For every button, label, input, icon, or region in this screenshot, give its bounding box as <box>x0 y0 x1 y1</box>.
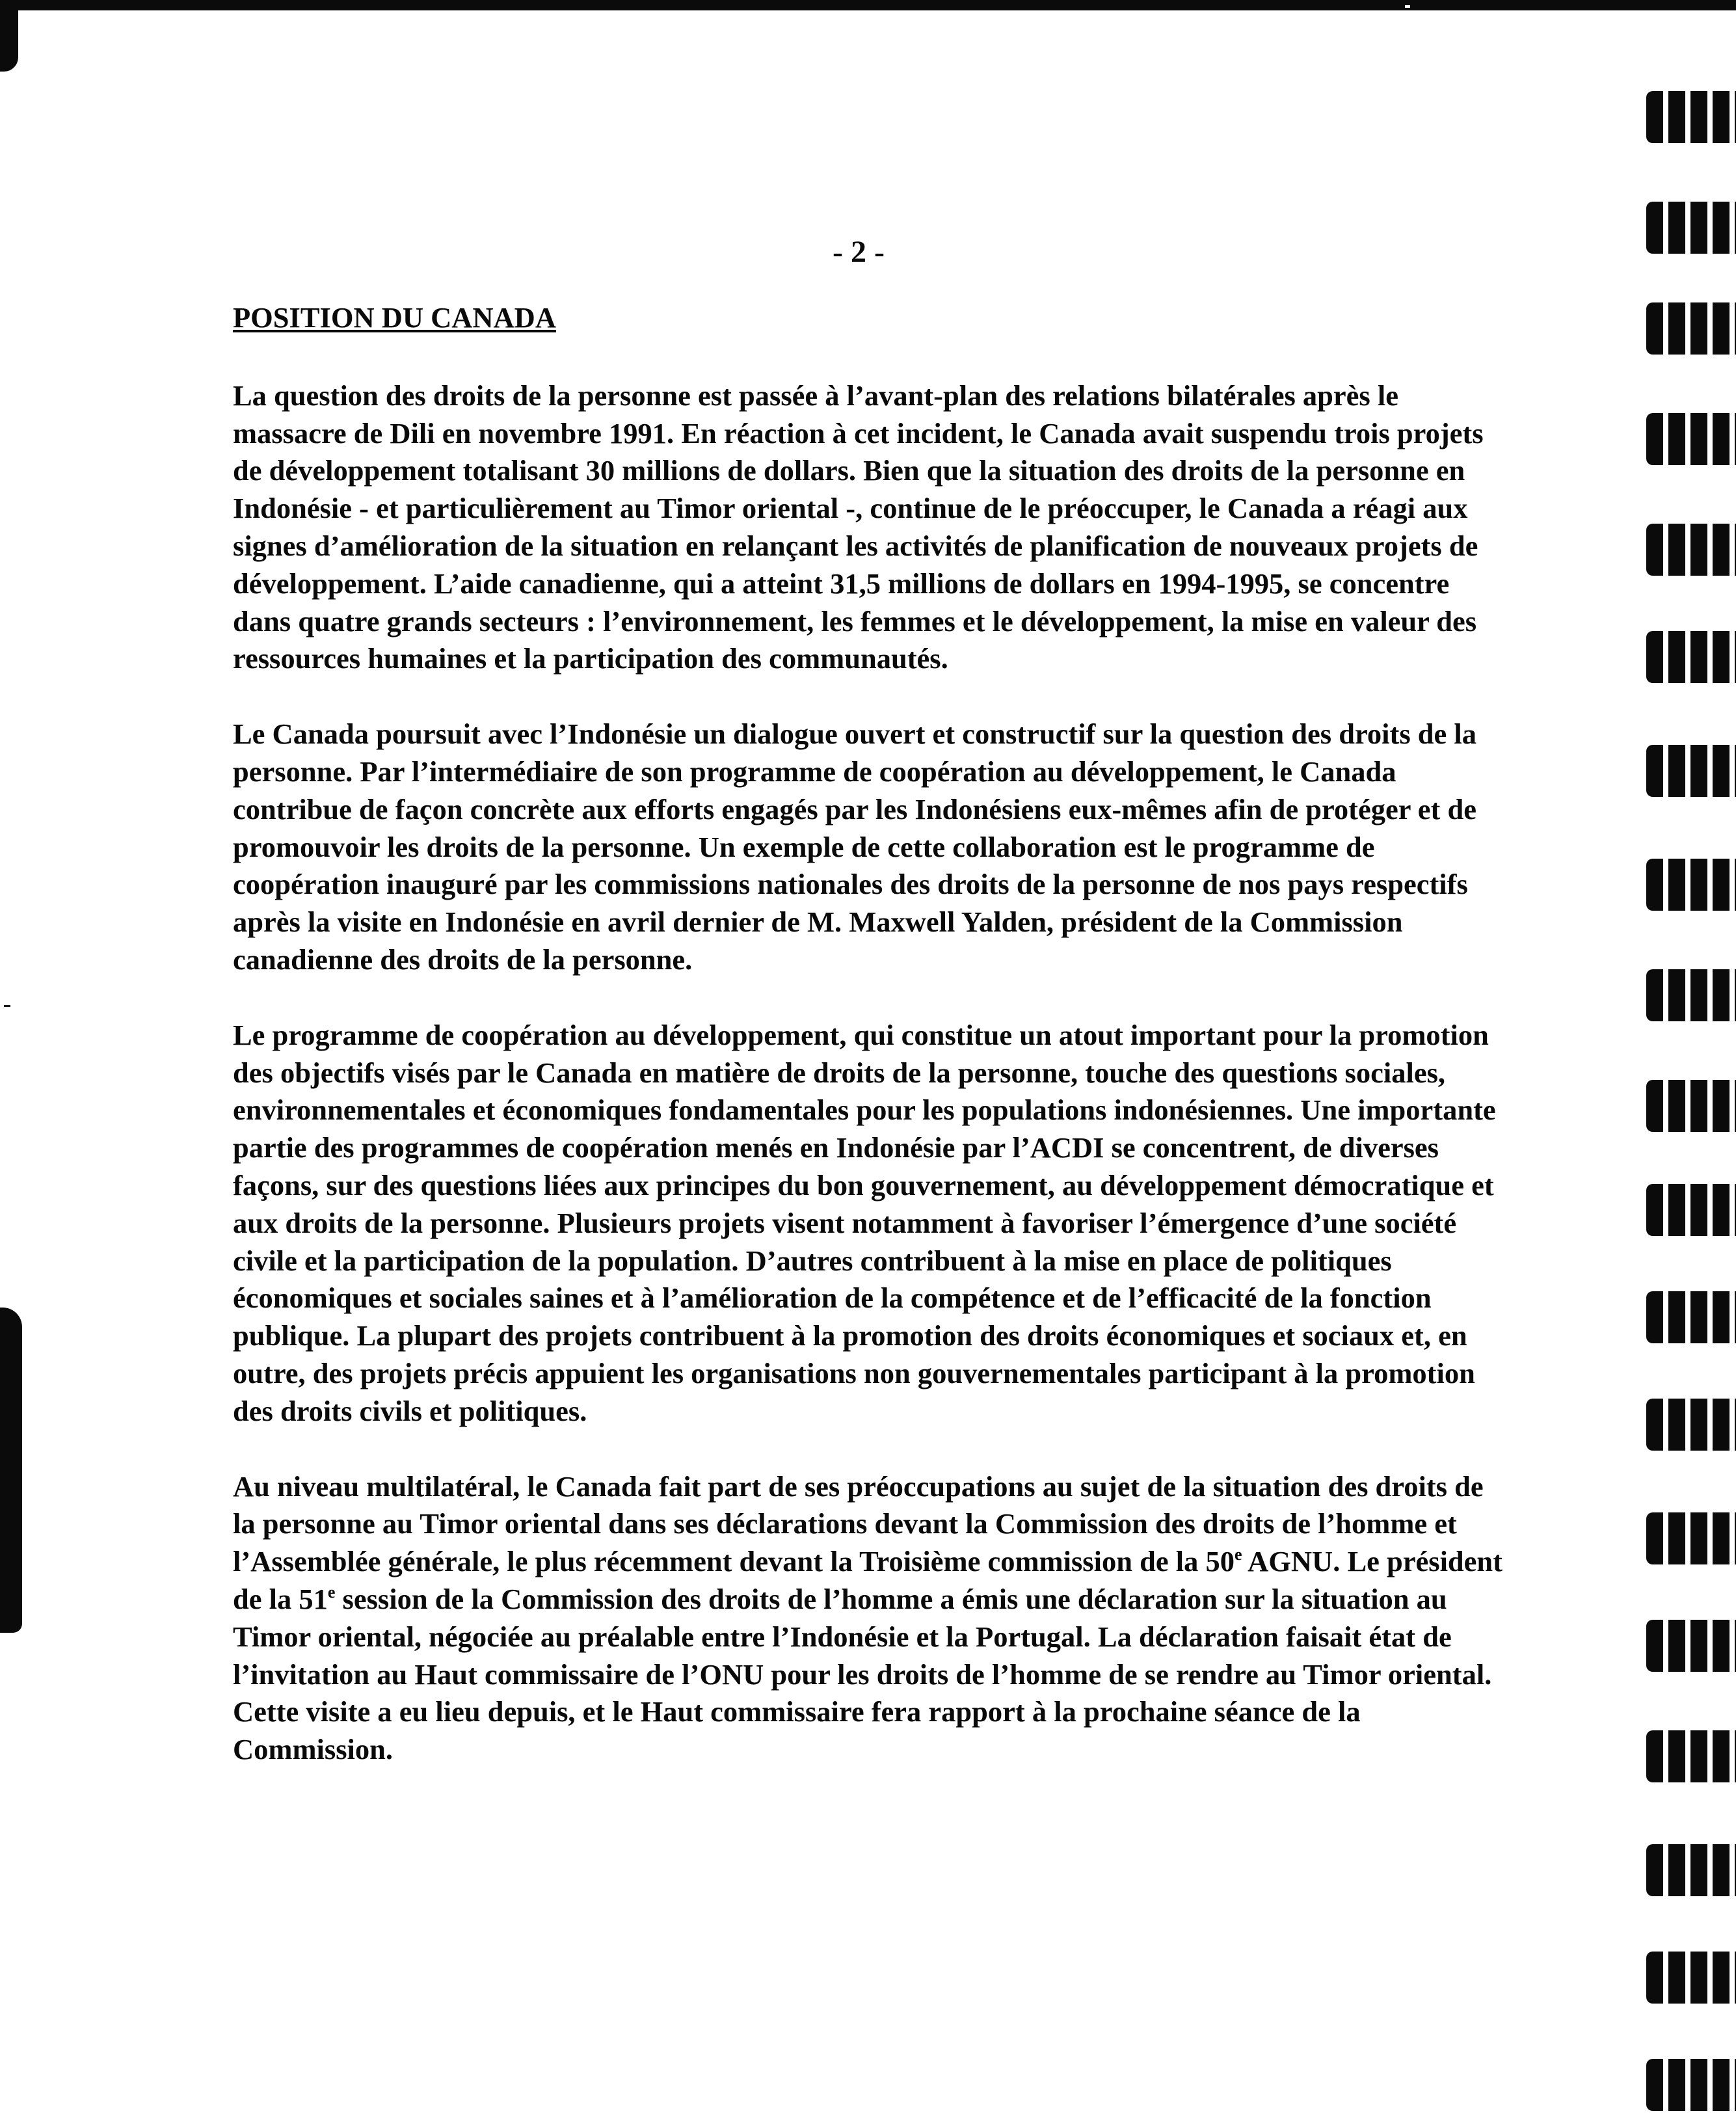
binding-ring <box>1646 745 1736 797</box>
paragraph-development-program: Le programme de coopération au développement, qui constitue un atout important pour la promotion des objectifs visés par le Canada en matière de droits de la personne, touche des questions sociales, environnementales et économiques fondamentales pour les populations indonésiennes. Une importante partie des programmes de coopération menés en Indonésie par l’ACDI se concentrent, de diverses façons, sur des questions liées aux principes du bon gouvernement, au développement démocratique et aux droits de la personne. Plusieurs projets visent notamment à favoriser l’émergence d’une société civile et la participation de la population. D’autres contribuent à la mise en place de politiques économiques et sociales saines et à l’amélioration de la compétence et de l’efficacité de la fonction publique. La plupart des projets contribuent à la promotion des droits économiques et sociaux et, en outre, des projets précis appuient les organisations non gouvernementales participant à la promotion des droits civils et politiques. <box>233 1018 1496 1427</box>
binding-ring <box>1646 631 1736 683</box>
binding-ring <box>1646 1844 1736 1896</box>
superscript-ordinal: e <box>1234 1545 1242 1564</box>
paragraph-multilateral-text-1: Au niveau multilatéral, le Canada fait part de ses préoccupations au sujet de la situation des droits de la personne au Timor oriental dans ses déclarations devant la Commission des droits de l’homme et l’Assemblée générale, le plus récemment devant la Troisième commission de la 50 <box>233 1469 1484 1578</box>
binding-ring <box>1646 1730 1736 1782</box>
binding-ring <box>1646 2059 1736 2111</box>
document-body <box>233 299 1508 1806</box>
scan-left-edge-mark <box>0 1308 22 1633</box>
binding-ring <box>1646 1620 1736 1672</box>
binding-ring <box>1646 1399 1736 1451</box>
scan-speck <box>4 1005 10 1007</box>
binding-ring <box>1646 1184 1736 1236</box>
paragraph-multilateral-text-2: AGNU. Le président de la 51 <box>233 1545 1502 1615</box>
binding-ring <box>1646 1952 1736 2004</box>
binding-ring <box>1646 1080 1736 1132</box>
paragraph-dialogue: Le Canada poursuit avec l’Indonésie un dialogue ouvert et constructif sur la question des droits de la personne. Par l’intermédiaire de son programme de coopération au développement, le Canada contribue de façon concrète aux efforts engagés par les Indonésiens eux-mêmes afin de protéger et de promouvoir les droits de la personne. Un exemple de cette collaboration est le programme de coopération inauguré par les commissions nationales des droits de la personne de nos pays respectifs après la visite en Indonésie en avril dernier de M. Maxwell Yalden, président de la Commission canadienne des droits de la personne. <box>233 718 1477 976</box>
section-heading: POSITION DU CANADA <box>233 301 556 334</box>
binding-ring <box>1646 302 1736 355</box>
binding-ring <box>1646 969 1736 1021</box>
spiral-binding <box>1638 0 1736 2120</box>
paragraph-multilateral-text-3: session de la Commission des droits de l’homme a émis une déclaration sur la situation au Timor oriental, négociée au préalable entre l’Indonésie et la Portugal. La déclaration faisait état de l’invitation au Haut commissaire de l’ONU pour les droits de l’homme de se rendre au Timor oriental. Cette visite a eu lieu depuis, et le Haut commissaire fera rapport à la prochaine séance de la Commission. <box>233 1582 1492 1766</box>
superscript-ordinal: e <box>327 1582 336 1602</box>
binding-ring <box>1646 524 1736 576</box>
scan-top-border <box>0 0 1736 10</box>
binding-ring <box>1646 413 1736 465</box>
paragraph-multilateral <box>233 1468 1508 1769</box>
paragraph-bilateral-relations: La question des droits de la personne est passée à l’avant-plan des relations bilatérales après le massacre de Dili en novembre 1991. En réaction à cet incident, le Canada avait suspendu trois projets de développement totalisant 30 millions de dollars. Bien que la situation des droits de la personne en Indonésie - et particulièrement au Timor oriental -, continue de le préoccuper, le Canada a réagi aux signes d’amélioration de la situation en relançant les activités de planification de nouveaux projets de développement. L’aide canadienne, qui a atteint 31,5 millions de dollars en 1994-1995, se concentre dans quatre grands secteurs : l’environnement, les femmes et le développement, la mise en valeur des ressources humaines et la participation des communautés. <box>233 379 1484 675</box>
binding-ring <box>1646 202 1736 254</box>
binding-ring <box>1646 91 1736 143</box>
scan-corner-mark <box>0 0 18 72</box>
scan-speck <box>1405 5 1410 8</box>
binding-ring <box>1646 859 1736 911</box>
page-number: - 2 - <box>833 235 885 269</box>
binding-ring <box>1646 1291 1736 1343</box>
binding-ring <box>1646 1512 1736 1564</box>
